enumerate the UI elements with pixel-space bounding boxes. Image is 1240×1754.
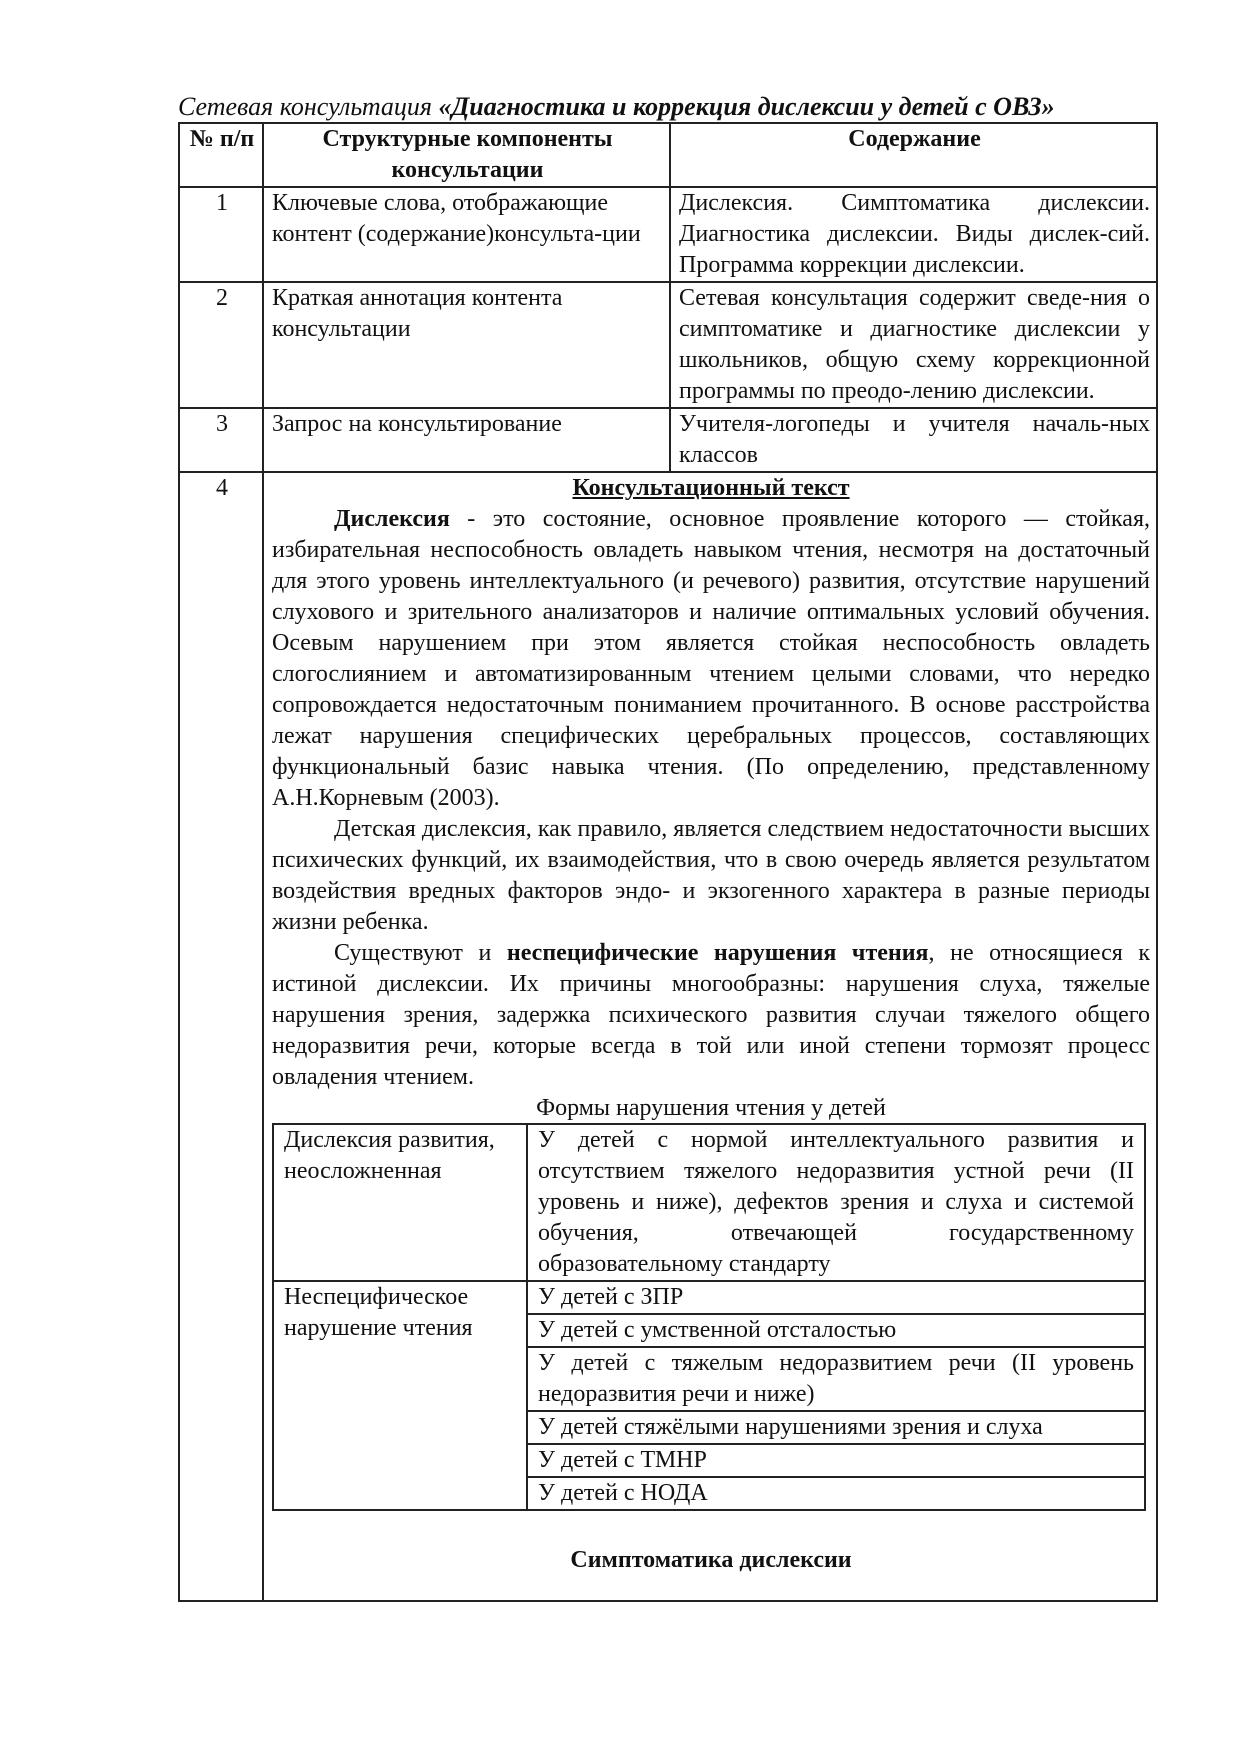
forms-row bbox=[273, 1124, 1145, 1281]
form-item: У детей с тяжелым недоразвитием речи (II уровень недоразвития речи и ниже) bbox=[527, 1347, 1145, 1411]
form-label: Дислексия развития, неосложненная bbox=[273, 1124, 527, 1281]
form-item: У детей стяжёлыми нарушениями зрения и слуха bbox=[527, 1411, 1145, 1444]
document-title-topic: «Диагностика и коррекция дислексии у детей с ОВЗ» bbox=[438, 92, 1055, 121]
header-content: Содержание bbox=[670, 123, 1157, 187]
table-header-row bbox=[179, 123, 1157, 187]
row-content: Сетевая консультация содержит сведе-ния о симптоматике и диагностике дислексии у школьников, общую схему коррекционной программы по преодо-лению дислексии. bbox=[670, 282, 1157, 408]
form-item: У детей с ТМНР bbox=[527, 1444, 1145, 1477]
form-item: У детей с умственной отсталостью bbox=[527, 1314, 1145, 1347]
consultation-table bbox=[178, 122, 1158, 1602]
paragraph-text: - это состояние, основное проявление которого — стойкая, избирательная неспособность овладеть навыком чтения, несмотря на достаточный для этого уровень интеллектуального (и речевого) развития, отсутствие нарушений слухового и зрительного анализаторов и наличие оптимальных условий обучения. Осевым нарушением при этом является стойкая неспособность овладеть слогослиянием и автоматизированным чтением целыми словами, что нередко сопровождается недостаточным пониманием прочитанного. В основе расстройства лежат нарушения специфических церебральных процессов, составляющих функциональный базис навыка чтения. (По определению, представленному А.Н.Корневым (2003). bbox=[272, 506, 1150, 811]
document-title bbox=[178, 92, 1178, 122]
row-num: 4 bbox=[179, 472, 263, 1601]
form-item: У детей с ЗПР bbox=[527, 1281, 1145, 1314]
row-num: 1 bbox=[179, 187, 263, 282]
header-num: № п/п bbox=[179, 123, 263, 187]
term-dyslexia: Дислексия bbox=[334, 506, 450, 532]
forms-table bbox=[272, 1123, 1146, 1511]
header-component: Структурные компоненты консультации bbox=[263, 123, 670, 187]
row-content: Учителя-логопеды и учителя началь-ных классов bbox=[670, 408, 1157, 472]
form-item: У детей с НОДА bbox=[527, 1477, 1145, 1510]
symptoms-heading: Симптоматика дислексии bbox=[570, 1547, 852, 1573]
form-description: У детей с нормой интеллектуального развития и отсутствием тяжелого недоразвития устной речи (II уровень и ниже), дефектов зрения и слуха и системой обучения, отвечающей государственному образовательному стандарту bbox=[527, 1124, 1145, 1281]
table-row bbox=[179, 282, 1157, 408]
table-row bbox=[179, 187, 1157, 282]
paragraph-text: Существуют и bbox=[334, 940, 507, 966]
table-row-consultation-text bbox=[179, 472, 1157, 1601]
forms-row bbox=[273, 1281, 1145, 1314]
row-num: 3 bbox=[179, 408, 263, 472]
row-num: 2 bbox=[179, 282, 263, 408]
form-label: Неспецифическое нарушение чтения bbox=[273, 1281, 527, 1510]
consultation-heading: Консультационный текст bbox=[572, 475, 850, 501]
forms-caption: Формы нарушения чтения у детей bbox=[536, 1095, 886, 1121]
paragraph-child-dyslexia: Детская дислексия, как правило, является следствием недостаточности высших психических функций, их взаимодействия, что в свою очередь является результатом воздействия вредных факторов эндо- и экзогенного характера в разные периоды жизни ребенка. bbox=[272, 816, 1150, 935]
row-component: Краткая аннотация контента консультации bbox=[263, 282, 670, 408]
table-row bbox=[179, 408, 1157, 472]
row-component: Запрос на консультирование bbox=[263, 408, 670, 472]
paragraph-text: , не относящиеся к истиной дислексии. Их причины многообразны: нарушения слуха, тяжелые нарушения зрения, задержка психического развития случаи тяжелого общего недоразвития речи, которые всегда в той или иной степени тормозят процесс овладения чтением. bbox=[272, 940, 1150, 1090]
term-nonspecific: неспецифические нарушения чтения bbox=[506, 940, 929, 966]
paragraph-nonspecific bbox=[272, 938, 1150, 1093]
consultation-text-cell bbox=[263, 472, 1157, 1601]
paragraph-dyslexia-definition bbox=[272, 504, 1150, 814]
row-content: Дислексия. Симптоматика дислексии. Диагностика дислексии. Виды дислек-сий. Программа коррекции дислексии. bbox=[670, 187, 1157, 282]
document-title-prefix: Сетевая консультация bbox=[178, 92, 439, 121]
row-component: Ключевые слова, отображающие контент (содержание)консульта-ции bbox=[263, 187, 670, 282]
